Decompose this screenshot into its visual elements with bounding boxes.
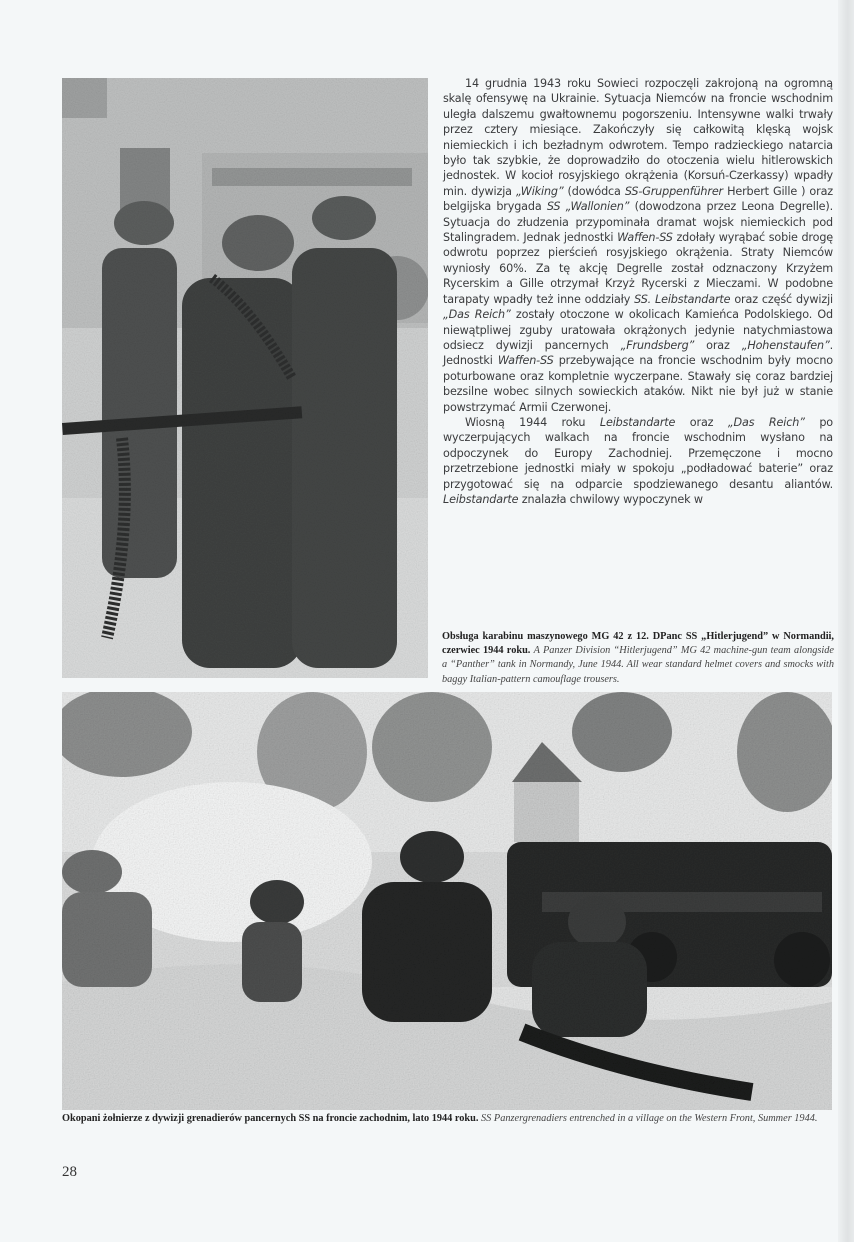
text-run: 14 grudnia 1943 roku Sowieci rozpoczęli zakrojoną na ogromną skalę ofensywę na Ukrainie. Sytuacja Niemców na froncie wschodnim uległa dalszemu gwałtownemu pogorszeniu. Intensywne walki trwały przez cztery miesiące. Zakończyły się całkowitą klęską wojsk niemieckich i ich bezładnym odwrotem. Tempo radzieckiego natarcia było tak szybkie, że doprowadziło do otoczenia wielu hitlerowskich jednostek. W kocioł rosyjskiego okrążenia (Korsuń-Czerkassy) wpadły min. dywizja: [443, 77, 833, 198]
text-run: Wiosną 1944 roku: [465, 415, 600, 429]
italic-term: SS. Leibstandarte: [634, 292, 731, 306]
italic-term: „Hohenstaufen”: [741, 338, 830, 352]
text-run: po wyczerpujących walkach na froncie wschodnim wysłano na odpoczynek do Europy Zachodniej. Przemęczone i mocno przetrzebione jednostki miały w spokoju „podładować baterie” oraz przygotować się na odparcie spodziewanego desantu aliantów.: [443, 415, 833, 491]
photo-caption-top: [442, 630, 834, 687]
italic-term: Waffen-SS: [497, 354, 554, 368]
italic-term: Leibstandarte: [443, 492, 519, 506]
text-run: znalazła chwilowy wypoczynek w: [518, 492, 703, 506]
photo-mg42-team: [62, 78, 428, 678]
caption-bottom-polish: Okopani żołnierze z dywizji grenadierów pancernych SS na froncie zachodnim, lato 1944 roku.: [62, 1113, 479, 1124]
caption-bottom-english: SS Panzergrenadiers entrenched in a village on the Western Front, Summer 1944.: [481, 1113, 818, 1124]
photo-caption-bottom: [62, 1112, 834, 1126]
photo-entrenched-grenadiers: [62, 692, 832, 1110]
article-paragraph-1: [443, 76, 833, 415]
photo-mg42-team-image: [62, 78, 428, 678]
italic-term: Leibstandarte: [599, 415, 676, 429]
text-run: . Jednostki: [443, 338, 833, 368]
article-paragraph-2: [443, 415, 833, 507]
page-number: 28: [62, 1164, 77, 1180]
text-run: oraz: [675, 415, 728, 429]
caption-top-english: A Panzer Division “Hitlerjugend” MG 42 machine-gun team alongside a “Panther” tank in Normandy, June 1944. All wear standard helmet covers and smocks with baggy Italian-pattern camouflage trousers.: [442, 645, 834, 685]
italic-term: „Wiking”: [515, 184, 564, 198]
italic-term: „Das Reich”: [727, 415, 805, 429]
italic-term: SS „Wallonien”: [546, 200, 630, 214]
italic-term: „Frundsberg”: [620, 338, 695, 352]
text-run: Herbert Gille ) oraz belgijska brygada: [443, 184, 833, 214]
caption-top-polish: Obsługa karabinu maszynowego MG 42 z 12. DPanc SS „Hitlerjugend” w Normandii, czerwiec 1944 roku.: [442, 631, 834, 657]
text-run: oraz: [694, 338, 742, 352]
text-run: oraz część dywizji: [730, 292, 834, 306]
photo-entrenched-grenadiers-image: [62, 692, 832, 1110]
page-gutter-shadow: [838, 0, 854, 1242]
text-run: przebywające na froncie wschodnim były mocno poturbowane oraz kompletnie wyczerpane. Stawały się coraz bardziej bezsilne wobec silnych sowieckich ataków. Nikt nie był już w stanie powstrzymać Armii Czerwonej.: [443, 354, 833, 414]
italic-term: Waffen-SS: [617, 231, 673, 245]
text-run: zdołały wyrąbać sobie drogę odwrotu poprzez pierścień rosyjskiego okrążenia. Straty Niemców wyniosły 60%. Za tę akcję Degrelle został odznaczony Krzyżem Rycerskim a Gille otrzymał Krzyż Rycerski z Mieczami. W podobne tarapaty wpadły też inne oddziały: [443, 231, 833, 306]
italic-term: SS-Gruppenführer: [624, 184, 724, 198]
text-run: (dowodzona przez Leona Degrelle). Sytuacja do złudzenia przypominała dramat wojsk niemieckich pod Stalingradem. Jednak jednostki: [443, 200, 833, 245]
article-body: [443, 76, 833, 507]
text-run: zostały otoczone w okolicach Kamieńca Podolskiego. Od niewątpliwej zguby uratowała okrążonych jedynie natychmiastowa odsiecz dywizji pancernych: [443, 308, 833, 352]
text-run: (dowódca: [563, 184, 625, 198]
italic-term: „Das Reich”: [443, 308, 511, 322]
